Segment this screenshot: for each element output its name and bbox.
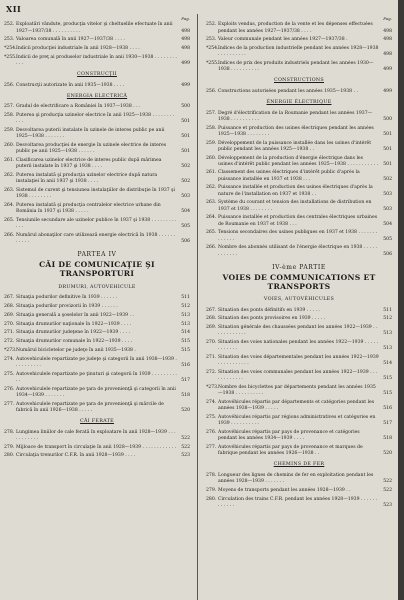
entry-page: 513 xyxy=(383,331,392,337)
entries-group xyxy=(206,89,392,95)
entry-number: 272. xyxy=(206,370,217,376)
toc-entry xyxy=(4,295,190,301)
entry-number: 269. xyxy=(206,325,217,331)
entry-number: 263. xyxy=(206,200,217,206)
entry-title: Développement de la puissance installée dans les usines d'intérêt public pendant les années 1925—1938 . . xyxy=(218,140,372,152)
toc-entry xyxy=(206,141,392,153)
entry-page: 503 xyxy=(383,206,392,212)
entry-title: Situation des ponts définitifs en 1939 . . . . . xyxy=(218,307,320,313)
entry-number: 261. xyxy=(4,158,15,164)
entry-title: Situation des voies nationales pendant les années 1922—1939 . . . . . . . . . . . . xyxy=(218,340,379,352)
toc-entry xyxy=(206,22,392,34)
entry-title: Construcţii autorizate în anii 1935—1938 . . . . xyxy=(16,82,125,88)
entry-page: 506 xyxy=(181,239,190,245)
entry-page: 515 xyxy=(383,376,392,382)
entry-title: Constructions autorisées pendant les années 1935—1938 . . xyxy=(218,88,358,94)
entry-title: Valeur communale pendant les années 1927—1937/38 . xyxy=(218,37,348,43)
entry-number: 260. xyxy=(206,155,217,161)
entry-number: 276. xyxy=(4,386,15,392)
entry-page: 498 xyxy=(181,28,190,34)
entry-number: 252. xyxy=(206,22,217,28)
entry-page: 516 xyxy=(181,362,190,368)
entry-title: Clasificarea uzinelor electrice de interes public după mărimea puterii instalate în 1937 şi 1938 . . . . xyxy=(16,158,162,170)
entry-number: 278. xyxy=(206,472,217,478)
entry-title: Exploits vendus, production de la vente et les dépenses effectuées pendant les années 1927—1937/38 . . . . xyxy=(218,22,373,34)
toc-entry xyxy=(206,415,392,427)
entry-title: Situation des voies communales pendant les années 1922—1939 . . . . . . . . . . . . xyxy=(218,370,378,382)
toc-entry xyxy=(206,156,392,168)
entry-number: 267. xyxy=(4,295,15,301)
section-heading-energie: ENERGIA ELECTRICĂ xyxy=(66,93,128,99)
entry-page: 512 xyxy=(383,316,392,322)
entry-number: 280. xyxy=(4,453,15,459)
toc-entry xyxy=(206,316,392,322)
entry-title: Situaţia drumurilor comunale în 1922—1939 . . . . xyxy=(16,339,133,345)
entry-title: Nombre des bicyclettes par départements pendant les années 1935—1938 . . . . . . . . . . xyxy=(218,385,376,397)
entry-page: 505 xyxy=(181,224,190,230)
toc-entry xyxy=(4,233,190,245)
entry-number: 266. xyxy=(4,232,15,238)
toc-entry xyxy=(206,111,392,123)
toc-entry xyxy=(206,46,392,58)
entry-number: 259. xyxy=(206,140,217,146)
page-column-header: Pag. xyxy=(383,16,392,21)
entries-group xyxy=(4,22,190,67)
entry-number: 257. xyxy=(206,110,217,116)
entry-number: 270. xyxy=(4,321,15,327)
entry-title: Mijloace de transport în circulaţie în anii 1928—1939 . . . . . . . . . . . . xyxy=(16,444,177,450)
toc-entry xyxy=(4,372,190,384)
entry-page: 522 xyxy=(181,435,190,441)
entry-number: 262. xyxy=(206,185,217,191)
part-label: PARTEA IV xyxy=(77,251,117,259)
entry-page: 523 xyxy=(383,502,392,508)
toc-entry xyxy=(4,445,190,451)
entry-page: 513 xyxy=(383,346,392,352)
entry-number: 275. xyxy=(206,415,217,421)
part-title: CĂI DE COMUNICAŢIE ŞI TRANSPORTURI xyxy=(39,260,155,279)
section-heading-constructii: CONSTRUCŢII xyxy=(77,72,117,78)
entry-number: *254. xyxy=(4,46,17,52)
entry-title: Degré d'électrification de la Roumanie pendant les années 1937—1938 . . . . . . . . . . xyxy=(218,110,373,122)
entry-title: Autovehiculele repartizate pe judeţe şi categorii în anii 1938—1939 . . . . . . . . . . xyxy=(16,356,177,368)
entry-title: Autovehiculele repartizate pe ţara de provenienţă şi mărcile de fabrică în anii 1926—1938 . . . . . xyxy=(16,401,164,413)
entry-number: 280. xyxy=(206,496,217,502)
entry-title: Tensiunile secundare ale uzinelor publice în 1937 şi 1938 . . . . . . . . . . . . xyxy=(16,217,177,230)
entry-title: Tensions secondaires des usines publiques en 1937 et 1938 . . . . . . . . . . . . . xyxy=(218,230,378,242)
entry-page: 499 xyxy=(383,88,392,94)
entry-title: Situaţia podurilor definitive în 1939 . . . . . . xyxy=(16,295,118,301)
entry-title: Lungimea liniilor de cale ferată în exploatare în anii 1928—1939 . . . . . . . . . . . xyxy=(16,429,176,441)
entry-page: 516 xyxy=(383,406,392,412)
part-title: VOIES DE COMMUNICATIONS ET TRANSPORTS xyxy=(222,272,376,291)
entry-number: 272. xyxy=(4,339,15,345)
entry-number: 263. xyxy=(4,188,15,194)
toc-entry xyxy=(4,453,190,459)
toc-entry xyxy=(206,185,392,197)
entry-number: 274. xyxy=(4,356,15,362)
entries-group xyxy=(206,473,392,509)
entry-number: 253. xyxy=(206,37,217,43)
toc-entry xyxy=(206,385,392,397)
entry-title: Situation générale des chaussées pendant les années 1922—1939 . . . . . . . . . . . . xyxy=(218,325,378,337)
toc-entry xyxy=(4,218,190,230)
toc-entry xyxy=(206,230,392,242)
toc-entry xyxy=(4,158,190,170)
toc-entry xyxy=(4,46,190,52)
entry-title: Exploatări vândute, producţia vitelor şi cheltuelile efectuate în anii 1927—1937/38 . . . . . . . . . . xyxy=(16,22,173,34)
entry-page: 520 xyxy=(181,407,190,413)
entries-group xyxy=(4,295,190,414)
entry-number: 262. xyxy=(4,173,15,179)
entry-number: 265. xyxy=(206,230,217,236)
toc-entry xyxy=(4,203,190,215)
entry-title: Situation des ponts provisoires en 1939 . . . . . xyxy=(218,316,326,322)
entry-title: Puterea instalată şi producţia uzinelor electrice după natura instalaţiei în anii 1937 şi 1938 . . . . xyxy=(16,173,158,185)
toc-entry xyxy=(4,304,190,310)
entry-title: Système du courant et tension des installations de distribution en 1937 et 1938 . . . . . . . . xyxy=(218,200,372,212)
entry-page: 498 xyxy=(181,37,190,43)
page-number: XII xyxy=(6,4,22,14)
entry-title: Indicii producţiei industriale în anii 1928—1938 . . . . xyxy=(16,46,140,52)
entry-number: 260. xyxy=(4,143,15,149)
entry-title: Puterea instalată şi producţia centralelor electrice urbane din România în 1937 şi 1938 . . . . . xyxy=(16,203,161,215)
entry-title: Circulation des trains C.F.R. pendant les années 1928—1939 . . . . . . . . . . . . xyxy=(218,496,378,508)
toc-entry xyxy=(206,308,392,314)
entry-title: Puterea şi producţia uzinelor electrice în anii 1925—1938 . . . . . . . . . . . xyxy=(16,113,175,125)
entry-page: 522 xyxy=(383,479,392,485)
toc-entry xyxy=(206,445,392,457)
section-heading-chemins: CHEMINS DE FER xyxy=(273,462,325,468)
toc-entry xyxy=(206,170,392,182)
entry-page: 501 xyxy=(181,119,190,125)
entry-page: 503 xyxy=(383,191,392,197)
entry-page: 498 xyxy=(383,37,392,43)
entry-page: 503 xyxy=(181,194,190,200)
toc-entry xyxy=(4,313,190,319)
entry-title: Puissance installée et production des centrales électriques urbaines de Roumanie en 1937 et 1938 . . . xyxy=(218,215,378,227)
entry-page: 522 xyxy=(181,444,190,450)
entry-page: 499 xyxy=(383,67,392,73)
entry-page: 520 xyxy=(383,451,392,457)
entry-number: 277. xyxy=(206,445,217,451)
toc-entry xyxy=(4,357,190,369)
entry-title: Puissance et production des usines électriques pendant les années 1925—1938 . . . . . . . . xyxy=(218,125,374,137)
entry-title: Numărul bicicletelor pe judeţe în anii 1935—1938 . xyxy=(16,348,136,354)
toc-entry xyxy=(206,245,392,257)
entry-page: 499 xyxy=(181,82,190,88)
entry-title: Autovehiculele repartizate pe ţara de provenienţă şi categorii în anii 1934—1939 . . . . . . . xyxy=(16,386,176,398)
entry-number: *273. xyxy=(206,385,219,391)
page-column-header: Pag. xyxy=(181,16,190,21)
entry-number: 253. xyxy=(4,37,15,43)
entry-title: Autovehiculele repartizate pe ţinuturi şi categorii în 1939 . . . . . . . . . . . xyxy=(16,371,177,383)
toc-entry xyxy=(206,37,392,43)
toc-entry xyxy=(206,400,392,412)
toc-entry xyxy=(4,339,190,345)
entry-page: 499 xyxy=(181,61,190,67)
entry-title: Autovéhicules répartis par départements et catégories pendant les années 1938—1939 . . . . . xyxy=(218,400,375,412)
entries-group xyxy=(206,111,392,258)
entry-page: 515 xyxy=(181,339,190,345)
entry-page: 522 xyxy=(383,487,392,493)
entry-number: 256. xyxy=(4,82,15,88)
entry-page: 500 xyxy=(383,116,392,122)
entry-title: Valoarea comunală în anii 1927—1937/38 . . . . xyxy=(16,37,125,43)
section-heading-drumuri: DRUMURI, AUTOVEHICULE xyxy=(58,284,136,290)
entry-page: 502 xyxy=(383,176,392,182)
entry-title: Sistemul de curent şi tensiunea instalaţiilor de distribuţie în 1937 şi 1938 . . . . . . . . xyxy=(16,188,175,200)
toc-entry xyxy=(206,126,392,138)
entry-number: 270. xyxy=(206,340,217,346)
entry-number: 268. xyxy=(206,316,217,322)
entry-title: Classement des usines électriques d'intérêt public d'après la puissance installée en 1937 et 1938 . . . xyxy=(218,170,360,182)
entry-title: Situation des voies départementales pendant les années 1922—1939 . . . . . . . . . . . xyxy=(218,355,379,367)
entry-number: 276. xyxy=(206,430,217,436)
entry-page: 511 xyxy=(181,295,190,301)
toc-entry xyxy=(206,200,392,212)
section-heading-voies: VOIES, AUTOVÉHICULES xyxy=(263,297,335,303)
entry-page: 498 xyxy=(181,46,190,52)
entry-number: *273. xyxy=(4,348,17,354)
toc-entry xyxy=(4,55,190,67)
toc-entry xyxy=(206,340,392,352)
entry-page: 501 xyxy=(383,146,392,152)
entries-group xyxy=(206,22,392,73)
toc-entry xyxy=(4,322,190,328)
entry-title: Puissance installée et production des usines électriques d'après la nature de l'installation en 1937 et 1938 . . xyxy=(218,185,373,197)
entry-number: 257. xyxy=(4,104,15,110)
entry-title: Autovéhicules répartis par régions administratives et catégories en 1939 . . . . . . . . . . xyxy=(218,415,376,427)
entry-title: Circulaţia trenurilor C.F.R. în anii 1928—1939 . . . . xyxy=(16,453,136,459)
entry-title: Situaţia drumurilor naţionale în 1922—1939 . . . . xyxy=(16,321,132,327)
entry-number: 278. xyxy=(4,429,15,435)
entry-page: 513 xyxy=(181,321,190,327)
entry-page: 513 xyxy=(181,312,190,318)
toc-entry xyxy=(206,215,392,227)
toc-entry xyxy=(4,173,190,185)
entry-page: 501 xyxy=(181,134,190,140)
entry-page: 504 xyxy=(383,221,392,227)
entries-group xyxy=(4,430,190,460)
entry-number: 277. xyxy=(4,401,15,407)
toc-entry xyxy=(4,22,190,34)
entry-title: Autovéhicules répartis par pays de provenance et marques de fabrique pendant les années 1926—1938 . . xyxy=(218,445,363,457)
entry-title: Moyens de transports pendant les années 1928—1939 . . xyxy=(218,487,351,493)
column-divider xyxy=(197,14,198,600)
entries-group xyxy=(4,104,190,245)
entry-number: 264. xyxy=(206,215,217,221)
entry-page: 511 xyxy=(383,307,392,313)
toc-entry xyxy=(4,387,190,399)
entry-number: 271. xyxy=(4,330,15,336)
entry-page: 500 xyxy=(181,104,190,110)
entry-title: Nombre des abonnés utilisant de l'énergie électrique en 1938 . . . . . . . . . . . . xyxy=(218,245,377,257)
entry-number: 274. xyxy=(206,400,217,406)
toc-entry xyxy=(4,188,190,200)
entry-page: 512 xyxy=(181,304,190,310)
toc-entry xyxy=(4,402,190,414)
entry-number: 264. xyxy=(4,203,15,209)
toc-entry xyxy=(206,89,392,95)
entry-title: Situaţia generală a şoselelor în anii 1922—1939 . . xyxy=(16,312,134,318)
entry-page: 514 xyxy=(383,361,392,367)
entry-page: 518 xyxy=(181,392,190,398)
toc-entry xyxy=(206,488,392,494)
entry-page: 501 xyxy=(383,131,392,137)
entry-number: 269. xyxy=(4,312,15,318)
toc-entry xyxy=(206,370,392,382)
entry-page: 518 xyxy=(383,436,392,442)
entry-number: *254. xyxy=(206,46,219,52)
section-heading-cai-ferate: CĂI FERATE xyxy=(80,419,114,425)
entry-page: 498 xyxy=(383,28,392,34)
entry-number: 267. xyxy=(206,307,217,313)
right-column-french xyxy=(206,16,392,600)
toc-entry xyxy=(4,143,190,155)
toc-entry xyxy=(4,104,190,110)
entries-group xyxy=(4,83,190,89)
toc-entry xyxy=(206,497,392,509)
entry-page: 498 xyxy=(383,52,392,58)
left-column-romanian xyxy=(4,16,190,600)
entry-number: 256. xyxy=(206,88,217,94)
entry-title: Longueur des lignes de chemins de fer en exploitation pendant les années 1928—1939 . . . . . . . xyxy=(218,472,374,485)
entries-group xyxy=(206,308,392,458)
entry-number: 279. xyxy=(206,487,217,493)
entry-page: 502 xyxy=(181,179,190,185)
entry-number: *255. xyxy=(4,54,17,60)
toc-entry xyxy=(4,128,190,140)
entry-number: 268. xyxy=(4,304,15,310)
section-heading-constructions: CONSTRUCTIONS xyxy=(273,78,325,84)
entry-number: 275. xyxy=(4,371,15,377)
entry-title: Desvoltarea producţiei de energie în uzinele electrice de interes public pe anii 1925—1938 . . . . . . xyxy=(16,143,167,155)
toc-entry xyxy=(206,355,392,367)
toc-entry xyxy=(4,430,190,442)
toc-entry xyxy=(4,113,190,125)
entry-number: 266. xyxy=(206,245,217,251)
toc-entry xyxy=(4,330,190,336)
toc-entry xyxy=(4,83,190,89)
entry-number: 271. xyxy=(206,355,217,361)
entry-title: Autovéhicules répartis par pays de provenance et catégories pendant les années 1934—1939 . . . . xyxy=(218,430,360,442)
entry-title: Gradul de electrificare a României în 1937—1938 . . . xyxy=(16,104,141,110)
entry-page: 523 xyxy=(181,453,190,459)
entry-title: Desvoltarea puterii instalate în uzinele de interes public pe anii 1925—1938 . . . . . . . xyxy=(16,128,165,140)
entry-title: Numărul abonaţilor care utilizează energie electrică în 1938 . . . . . . . . . . . xyxy=(16,232,175,245)
entry-number: 261. xyxy=(206,170,217,176)
entry-page: 501 xyxy=(181,149,190,155)
entry-page: 506 xyxy=(383,251,392,257)
entry-title: Indices de la production industrielle pendant les années 1928—1938 . . . . . . . . . . xyxy=(218,46,379,58)
entry-title: Développement de la production d'énergie électrique dans les usines d'intérêt public pendant les années 1925—1938 . . . . . . . . . . . xyxy=(218,155,379,167)
entry-number: 259. xyxy=(4,128,15,134)
toc-entry xyxy=(206,61,392,73)
entry-page: 517 xyxy=(383,421,392,427)
entry-title: Indices de prix des produits industriels pendant les années 1930—1938 . . . . . . . . . . xyxy=(218,61,374,73)
entry-title: Situaţia podurilor provizorii în 1939 . . . . . . xyxy=(16,304,118,310)
entry-page: 501 xyxy=(383,161,392,167)
entry-page: 505 xyxy=(383,236,392,242)
toc-entry xyxy=(206,473,392,485)
entry-page: 517 xyxy=(181,377,190,383)
entry-number: 258. xyxy=(206,125,217,131)
entry-title: Indicii de preţ ai produselor industriale în anii 1930—1938 . . . . . . . . . . . xyxy=(16,54,177,67)
entry-page: 504 xyxy=(181,209,190,215)
entry-number: 252. xyxy=(4,22,15,28)
entry-page: 515 xyxy=(383,391,392,397)
entry-page: 502 xyxy=(181,164,190,170)
entry-page: 515 xyxy=(181,348,190,354)
toc-entry xyxy=(206,430,392,442)
toc-entry xyxy=(4,348,190,354)
toc-entry xyxy=(4,37,190,43)
entry-title: Situaţia drumurilor judeţene în 1922—1939 . . . . xyxy=(16,330,130,336)
entry-number: 265. xyxy=(4,217,15,223)
entry-number: 279. xyxy=(4,444,15,450)
entry-number: 258. xyxy=(4,113,15,119)
section-heading-energie: ÉNERGIE ÉLECTRIQUE xyxy=(266,100,332,106)
toc-entry xyxy=(206,325,392,337)
part-label: IV-ème PARTIE xyxy=(272,263,326,271)
entry-page: 514 xyxy=(181,330,190,336)
entry-number: *255. xyxy=(206,61,219,67)
